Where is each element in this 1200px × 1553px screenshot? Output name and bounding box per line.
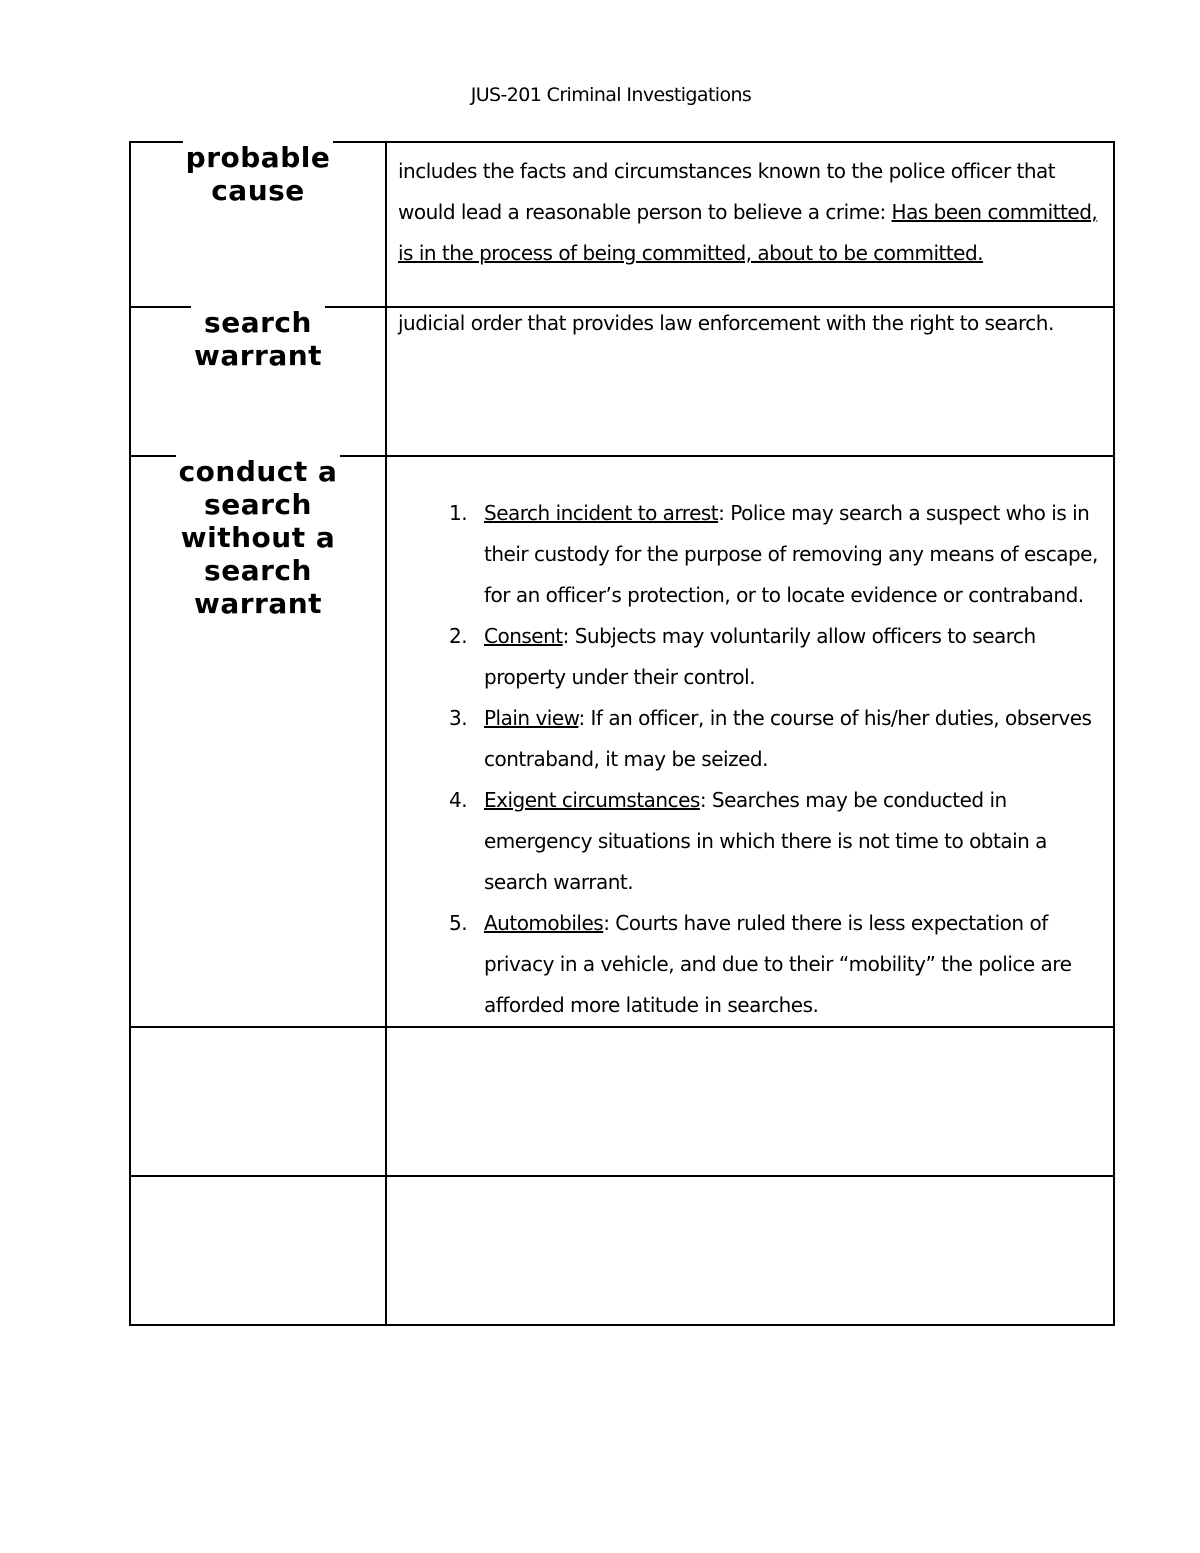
list-item	[449, 493, 1105, 616]
list-item-label: Search incident to arrest	[484, 501, 719, 525]
page-title: JUS-201 Criminal Investigations	[470, 84, 752, 106]
definition-text	[398, 143, 1105, 274]
list-item-text: : Courts have ruled there is less expectation of privacy in a vehicle, and due to their “mobility” the police are afforded more latitude in searches.	[484, 911, 1072, 1017]
term-cell	[130, 1176, 386, 1325]
term-label: search warrant	[191, 306, 325, 372]
vocabulary-table	[129, 141, 1115, 1326]
list-item	[449, 903, 1105, 1026]
term-label: probable cause	[183, 141, 334, 207]
table-row	[130, 307, 1114, 456]
list-item	[449, 698, 1105, 780]
list-item-number: 1.	[449, 501, 468, 525]
table-row	[130, 456, 1114, 1027]
list-item-label: Plain view	[484, 706, 579, 730]
definition-text	[398, 1028, 1105, 1036]
definition-cell	[386, 456, 1114, 1027]
list-item-number: 5.	[449, 911, 468, 935]
list-item	[449, 780, 1105, 903]
list-item-text: : If an officer, in the course of his/her duties, observes contraband, it may be seized.	[484, 706, 1092, 771]
table-row	[130, 142, 1114, 307]
list-item-number: 2.	[449, 624, 468, 648]
table-row	[130, 1027, 1114, 1176]
definition-cell	[386, 1027, 1114, 1176]
definition-text	[398, 1177, 1105, 1185]
definition-underlined: Has been committed, is in the process of being committed, about to be committed.	[398, 200, 1098, 265]
term-cell	[130, 142, 386, 307]
list-item	[449, 616, 1105, 698]
term-cell	[130, 1027, 386, 1176]
list-item-label: Automobiles	[484, 911, 604, 935]
definition-cell	[386, 142, 1114, 307]
list-item-number: 3.	[449, 706, 468, 730]
list-item-text: : Subjects may voluntarily allow officers to search property under their control.	[484, 624, 1036, 689]
list-item-text: : Police may search a suspect who is in their custody for the purpose of removing any means of escape, for an officer’s protection, or to locate evidence or contraband.	[484, 501, 1098, 607]
definition-cell	[386, 1176, 1114, 1325]
definition-plain: includes the facts and circumstances known to the police officer that would lead a reasonable person to believe a crime:	[398, 159, 1056, 224]
term-cell	[130, 307, 386, 456]
warrantless-search-list	[398, 457, 1105, 1026]
term-cell	[130, 456, 386, 1027]
list-item-label: Consent	[484, 624, 563, 648]
term-label: conduct a search without a search warrant	[176, 455, 341, 620]
definition-text: judicial order that provides law enforcement with the right to search.	[398, 311, 1054, 335]
list-item-number: 4.	[449, 788, 468, 812]
list-item-text: : Searches may be conducted in emergency situations in which there is not time to obtain a search warrant.	[484, 788, 1047, 894]
definition-cell	[386, 307, 1114, 456]
table-row	[130, 1176, 1114, 1325]
list-item-label: Exigent circumstances	[484, 788, 700, 812]
